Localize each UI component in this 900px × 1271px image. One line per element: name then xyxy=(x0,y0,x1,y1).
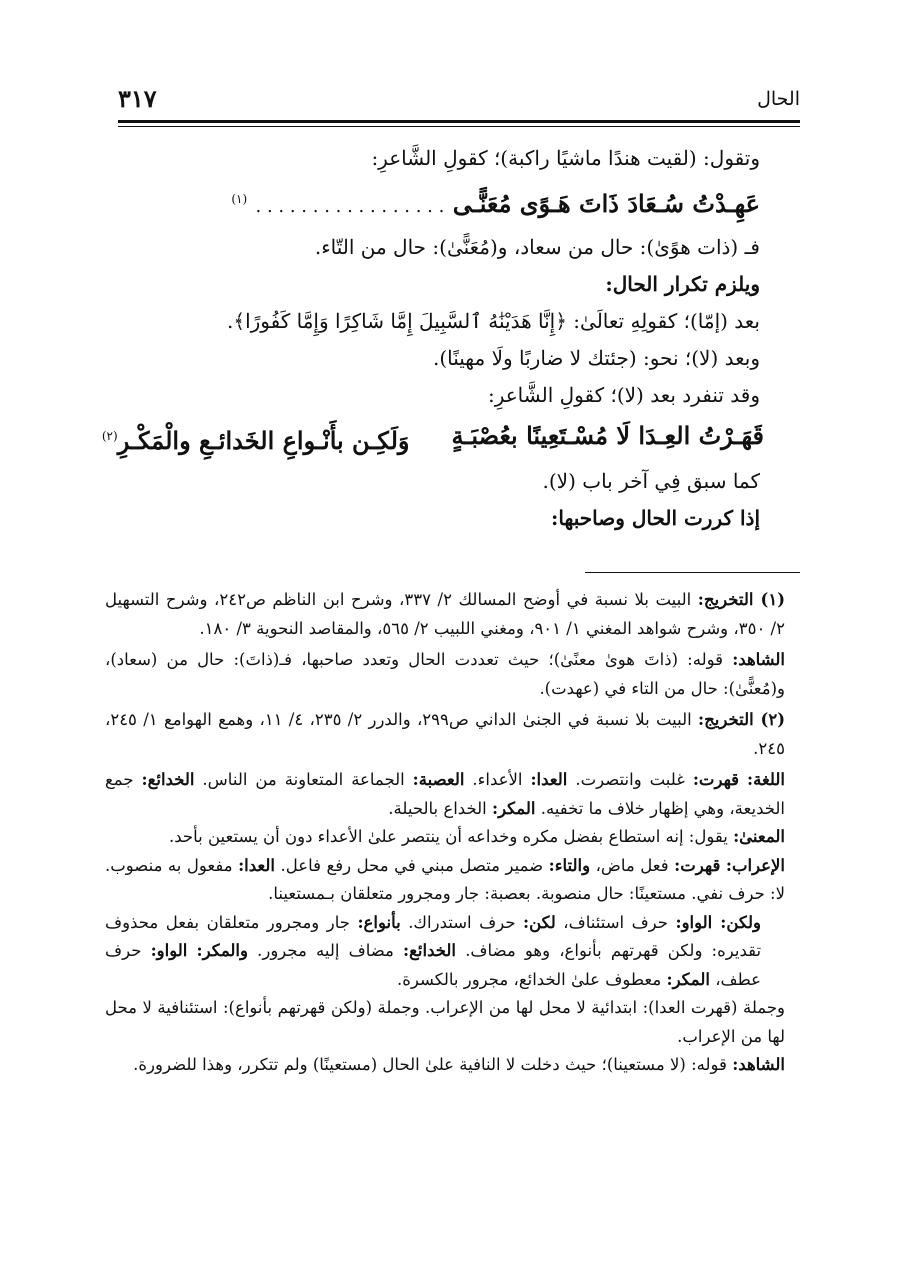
maana-text: يقول: إنه استطاع بفضل مكره وخداعه أن ينتصر علىٰ الأعداء دون أن يستعين بأحد. xyxy=(169,827,728,846)
text-line: وقد تنفرد بعد (لا)؛ كقولِ الشَّاعرِ: xyxy=(487,383,760,407)
footnote-1 xyxy=(105,586,785,643)
footnote-separator xyxy=(585,572,800,573)
page-number: ٣١٧ xyxy=(118,84,157,113)
maana xyxy=(105,823,785,852)
irab-term: الواو: xyxy=(150,941,188,960)
irab-def: جار ومجرور متعلقان بفعل محذوف تقديره: ولكن قهرتهم بأنواع، وهو مضاف. xyxy=(105,912,762,960)
irab-def: حرف عطف، xyxy=(105,941,761,989)
irab-def: مضاف إليه مجرور. xyxy=(257,941,394,960)
irab-term: لكن: xyxy=(523,912,556,932)
footnote-text: البيت بلا نسبة في الجنىٰ الداني ص٢٩٩، والدرر ٢/ ٢٣٥، ٤/ ١١، وهمع الهوامع ١/ ٢٤٥، ٢٤٥. xyxy=(105,710,785,758)
shahid-1 xyxy=(105,646,785,703)
verse-2-hemistich-2-wrap xyxy=(102,414,410,463)
text-line: وبعد (لا)؛ نحو: (جئتك لا ضاربًا ولَا مهينًا). xyxy=(432,346,760,370)
irab-term: ولكن: الواو: xyxy=(675,912,761,932)
verse-2 xyxy=(101,414,790,463)
irab-def: معطوف علىٰ الخدائع، مجرور بالكسرة. xyxy=(397,969,662,989)
page-header xyxy=(118,78,800,118)
header-rule-thin xyxy=(118,126,800,127)
irab-term: والمكر: xyxy=(196,941,248,960)
jumla: وجملة (قهرت العدا): ابتدائية لا محل لها من الإعراب. وجملة (ولكن قهرتهم بأنواع): استئنافية لا محل لها من الإعراب. xyxy=(105,998,785,1046)
shahid-label: الشاهد: xyxy=(732,650,785,669)
irab-cont xyxy=(105,909,785,995)
footnote-label: (١) التخريج: xyxy=(697,590,785,609)
shahid-label: الشاهد: xyxy=(732,1055,785,1074)
lugha-term: الخدائع: xyxy=(141,770,195,789)
verse-1-dots: . . . . . . . . . . . . . . . . . xyxy=(255,196,445,217)
lugha-label: اللغة: xyxy=(747,770,786,789)
shahid-text: قوله: (ذاتَ هوىٰ معنًىٰ)؛ حيث تعددت الحال وتعدد صاحبها، فـ(ذاتَ): حال من (سعاد)، و(مُعنًّىٰ): حال من التاء في (عهدت). xyxy=(105,650,785,698)
verse-1 xyxy=(150,177,790,229)
maana-label: المعنىٰ: xyxy=(733,827,785,846)
irab-def: حرف استئناف، xyxy=(563,912,668,932)
lugha-def: جمع الخديعة، وهي إظهار خلاف ما تخفيه. xyxy=(105,770,785,818)
verse-1-hemistich: عَهِـدْتُ سُـعَادَ ذَاتَ هَـوًى مُعَنًّـى xyxy=(452,189,760,218)
verse-2-hemistich-1: قَهَـرْتُ العِـدَا لَا مُسْـتَعِينًا بعُصْبَـةٍ xyxy=(451,421,764,450)
footnote-2 xyxy=(105,706,785,763)
irab-def: مفعول به منصوب. لا: حرف نفي. مستعينًا: حال منصوبة. بعصبة: جار ومجرور متعلقان بـمستعينا. xyxy=(105,855,785,903)
footnotes xyxy=(105,586,785,1080)
verse-2-hemistich-2: وَلَكِـن بأَنْـواعِ الخَدائـعِ والْمَكْـرِ xyxy=(117,426,410,455)
shahid-2 xyxy=(105,1051,785,1080)
irab-term: الخدائع: xyxy=(403,941,457,960)
lugha-def: غلبت وانتصرت. xyxy=(575,770,685,789)
irab-def: ضمير متصل مبني في محل رفع فاعل. xyxy=(280,855,544,875)
footnote-ref-1: (١) xyxy=(231,192,248,206)
footnote-text: البيت بلا نسبة في أوضح المسالك ٢/ ٣٣٧، وشرح ابن الناظم ص٢٤٢، وشرح التسهيل ٢/ ٣٥٠، وشرح شواهد المغني ١/ ٩٠١، ومغني اللبيب ٢/ ٥٦٥، والمقاصد النحوية ٣/ ١٨٠. xyxy=(105,590,785,638)
irab-term: والتاء: xyxy=(548,855,591,875)
text-line: كما سبق فِي آخر باب (لا). xyxy=(542,469,760,493)
section-heading: ويلزم تكرار الحال: xyxy=(605,272,760,296)
text-line: وتقول: (لقيت هندًا ماشيًا راكبة)؛ كقولِ الشَّاعرِ: xyxy=(371,146,760,170)
shahid-text: قوله: (لا مستعينا)؛ حيث دخلت لا النافية علىٰ الحال (مستعينًا) ولم تتكرر، وهذا للضرورة. xyxy=(133,1055,727,1074)
irab-def: حرف استدراك. xyxy=(408,912,516,932)
text-line: فـ (ذات هوًىٰ): حال من سعاد، و(مُعَنًّىٰ): حال من التّاء. xyxy=(314,235,760,259)
irab-def: فعل ماض، xyxy=(595,855,669,875)
footnote-label: (٢) التخريج: xyxy=(698,710,785,729)
header-rule-thick xyxy=(118,120,800,123)
lugha xyxy=(105,766,785,823)
irab-term: العدا: xyxy=(238,855,275,875)
lugha-term: العصبة: xyxy=(412,770,465,789)
text-line-quran: بعد (إمّا)؛ كقولِهِ تعالَىٰ: ﴿إِنَّا هَدَيْنَٰهُ ٱلسَّبِيلَ إِمَّا شَاكِرًا وَإِمَّا كَفُورًا﴾. xyxy=(227,309,760,333)
lugha-def: الخداع بالحيلة. xyxy=(388,798,487,818)
lugha-def: الأعداء. xyxy=(472,770,523,789)
main-text xyxy=(101,140,790,537)
irab-term: بأنواع: xyxy=(357,912,401,932)
irab-label: الإعراب: xyxy=(725,855,786,875)
lugha-def: الجماعة المتعاونة من الناس. xyxy=(202,770,405,789)
irab xyxy=(105,852,785,909)
lugha-term: المكر: xyxy=(491,798,536,818)
section-heading: إذا كررت الحال وصاحبها: xyxy=(551,506,760,530)
lugha-term: العدا: xyxy=(530,770,568,789)
irab-term: المكر: xyxy=(666,969,710,989)
footnote-ref-2: (٢) xyxy=(101,429,118,443)
lugha-term: قهرت: xyxy=(692,770,740,789)
running-title: الحال xyxy=(757,88,800,110)
irab-term: قهرت: xyxy=(674,855,721,875)
